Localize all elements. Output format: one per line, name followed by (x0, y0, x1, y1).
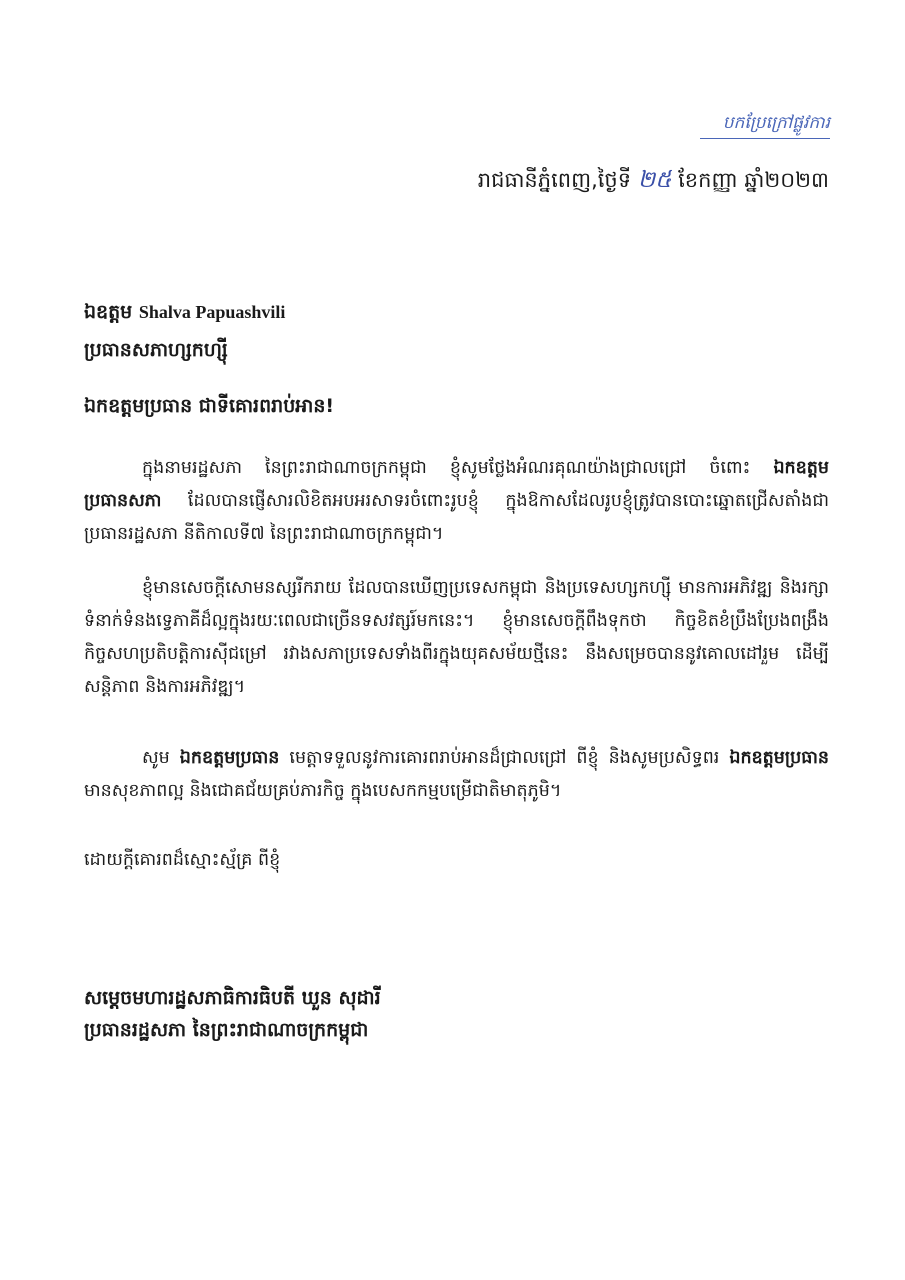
p2-text: ខ្ញុំមានសេចក្តីសោមនស្សរីករាយ ដែលបានឃើញប្រទេសកម្ពុជា និងប្រទេសហ្សកហ្ស៊ី មានការអភិវឌ្ឍ និងរក្សាទំនាក់ទំនងទ្វេភាគីដ៏ល្អក្នុងរយៈពេលជាច្រើនទសវត្សរ៍មកនេះ។ ខ្ញុំមានសេចក្តីពឹងទុកថា កិច្ចខិតខំប្រឹងប្រែងពង្រឹងកិច្ចសហប្រតិបត្តិការស៊ីជម្រៅ រវាងសភាប្រទេសទាំងពីរក្នុងយុគសម័យថ្មីនេះ នឹងសម្រេចបាននូវគោលដៅរួម ដើម្បីសន្តិភាព និងការអភិវឌ្ឍ។ (84, 578, 829, 697)
p3-text-a: សូម (142, 748, 180, 768)
unofficial-translation-note: បកប្រែក្រៅផ្លូវការ (700, 112, 830, 139)
body-paragraph-1 (84, 452, 829, 552)
body-paragraph-3 (84, 742, 829, 812)
body-paragraph-2 (84, 572, 829, 707)
p3-bold-b: ឯកឧត្តមប្រធាន (729, 748, 829, 768)
salutation: ឯកឧត្តមប្រធាន ជាទីគោរពរាប់អាន! (84, 395, 335, 417)
date-day-handwritten: ២៥ (637, 167, 672, 193)
p3-bold-a: ឯកឧត្តមប្រធាន (179, 748, 280, 768)
date-line (478, 166, 829, 199)
p1-text-b: ដែលបានផ្ញើសារលិខិតអបអរសាទរចំពោះរូបខ្ញុំ ក្នុងឱកាសដែលរូបខ្ញុំត្រូវបានបោះឆ្នោតជ្រើសតាំងជាប្រធានរដ្ឋសភា នីតិកាលទី៧ នៃព្រះរាជាណាចក្រកម្ពុជា។ (84, 491, 829, 544)
p3-text-c: មានសុខភាពល្អ និងជោគជ័យគ្រប់ភារកិច្ច ក្នុងបេសកកម្មបម្រើជាតិមាតុភូមិ។ (84, 781, 562, 801)
closing-line: ដោយក្តីគោរពដ៏ស្មោះស្ម័គ្រ ពីខ្ញុំ (84, 850, 281, 870)
recipient-honorific: ឯឧត្តម (84, 301, 139, 323)
signer-name: សម្តេចមហារដ្ឋសភាធិការធិបតី ឃួន សុដារី (84, 987, 381, 1009)
p1-bold: ឯកឧត្តមប្រធានសភា (84, 458, 829, 511)
date-prefix: រាជធានីភ្នំពេញ,ថ្ងៃទី (477, 168, 638, 192)
signer-position: ប្រធានរដ្ឋសភា នៃព្រះរាជាណាចក្រកម្ពុជា (84, 1019, 369, 1041)
p3-text-b: មេត្តាទទួលនូវការគោរពរាប់អានដ៏ជ្រាលជ្រៅ ពីខ្ញុំ និងសូមប្រសិទ្ធពរ (279, 748, 730, 768)
recipient-name: Shalva Papuashvili (138, 302, 286, 322)
recipient-line (84, 300, 285, 328)
p1-text-a: ក្នុងនាមរដ្ឋសភា នៃព្រះរាជាណាចក្រកម្ពុជា ខ្ញុំសូមថ្លែងអំណរគុណយ៉ាងជ្រាលជ្រៅ ចំពោះ (142, 458, 774, 478)
recipient-position: ប្រធានសភាហ្សកហ្ស៊ី (84, 339, 228, 361)
date-suffix: ខែកញ្ញា ឆ្នាំ២០២៣ (671, 168, 829, 192)
